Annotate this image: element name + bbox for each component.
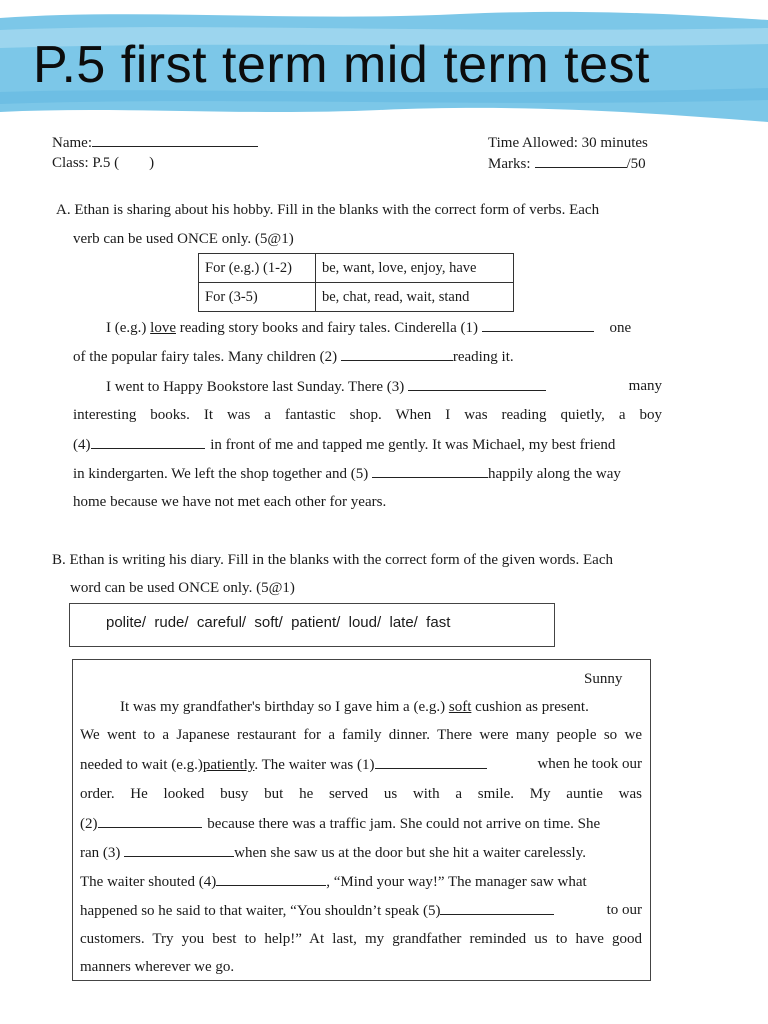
class-close: ) (149, 155, 155, 171)
text: happened so he said to that waiter, “You shouldn’t speak (5) (80, 903, 441, 919)
text: I (e.g.) (106, 320, 147, 336)
diary-line-4: order. He looked busy but he served us with a smile. My auntie was (80, 786, 642, 802)
table-cell-words: be, want, love, enjoy, have (316, 254, 514, 283)
blank-2[interactable] (341, 346, 453, 361)
blank-3[interactable] (408, 376, 546, 391)
text: to our (606, 902, 642, 918)
word-bank-box (69, 603, 555, 647)
diary-line-10: manners wherever we go. (80, 959, 235, 975)
blank-5[interactable] (372, 463, 488, 478)
title-banner (0, 0, 768, 130)
text: cushion as present. (475, 699, 589, 715)
time-allowed: Time Allowed: 30 minutes (488, 135, 648, 151)
passage-a-line-1 (106, 317, 631, 338)
section-b-instruction-1: B. Ethan is writing his diary. Fill in the blanks with the correct form of the given words. Each (52, 552, 613, 568)
section-a-instruction-1: A. Ethan is sharing about his hobby. Fill in the blanks with the correct form of verbs. Each (56, 202, 600, 218)
class-label: Class: P.5 ( (52, 155, 120, 171)
text: (2) (80, 816, 98, 832)
class-line (52, 153, 154, 173)
text: happily along the way (487, 466, 621, 482)
diary-line-9: customers. Try you best to help!” At last, my grandfather reminded us to have good (80, 931, 642, 947)
table-cell-label: For (3-5) (199, 283, 316, 312)
text: reading it. (452, 349, 514, 365)
text: (4) (73, 437, 91, 453)
blank-1[interactable] (482, 317, 594, 332)
table-row (199, 283, 514, 312)
diary-line-1 (120, 697, 589, 717)
marks-blank[interactable] (535, 153, 627, 168)
section-a-instruction-2: verb can be used ONCE only. (5@1) (73, 231, 294, 247)
text: The waiter shouted (4) (80, 874, 217, 890)
text: when she saw us at the door but she hit a waiter carelessly. (234, 845, 586, 861)
diary-line-2: We went to a Japanese restaurant for a family dinner. There were many people so we (80, 727, 642, 743)
example-answer: love (150, 320, 176, 336)
text: many (628, 378, 662, 394)
passage-a-line-3 (106, 376, 662, 397)
diary-line-3 (80, 754, 642, 775)
name-line (52, 132, 258, 153)
table-row (199, 254, 514, 283)
text: I went to Happy Bookstore last Sunday. There (3) (106, 379, 405, 395)
text: needed to wait (e.g.) (80, 757, 203, 773)
diary-weather: Sunny (584, 671, 623, 687)
page-title: P.5 first term mid term test (33, 36, 650, 94)
text: because there was a traffic jam. She could not arrive on time. She (207, 816, 601, 832)
text: in kindergarten. We left the shop together and (5) (73, 466, 369, 482)
text: , “Mind your way!” The manager saw what (326, 874, 587, 890)
blank-2[interactable] (98, 813, 202, 828)
text: ran (3) (80, 845, 121, 861)
diary-line-7 (80, 871, 642, 892)
table-cell-words: be, chat, read, wait, stand (316, 283, 514, 312)
blank-4[interactable] (216, 871, 326, 886)
passage-a-line-7: home because we have not met each other for years. (73, 494, 387, 510)
example-answer: soft (448, 699, 472, 715)
marks-line (488, 153, 646, 174)
diary-line-5 (80, 813, 600, 834)
blank-1[interactable] (375, 754, 487, 769)
marks-label: Marks: (488, 156, 531, 172)
passage-a-line-6 (73, 463, 621, 484)
blank-4[interactable] (91, 434, 205, 449)
passage-a-line-4: interesting books. It was a fantastic shop. When I was reading quietly, a boy (73, 407, 662, 423)
text: when he took our (537, 756, 642, 772)
blank-3[interactable] (124, 842, 234, 857)
section-b-instruction-2: word can be used ONCE only. (5@1) (70, 580, 295, 596)
word-bank: polite/ rude/ careful/ soft/ patient/ loud/ late/ fast (106, 614, 451, 631)
text: . The waiter was (1) (254, 757, 375, 773)
text: one (609, 320, 632, 336)
verb-table (198, 253, 514, 312)
example-answer: patiently (202, 757, 255, 773)
name-label: Name: (52, 135, 92, 151)
table-cell-label: For (e.g.) (1-2) (199, 254, 316, 283)
name-blank[interactable] (92, 132, 258, 147)
marks-total: /50 (626, 156, 646, 172)
text: of the popular fairy tales. Many children (2) (73, 349, 338, 365)
passage-a-line-2 (73, 346, 514, 367)
text: reading story books and fairy tales. Cinderella (1) (179, 320, 478, 336)
diary-line-6 (80, 842, 586, 863)
blank-5[interactable] (440, 900, 554, 915)
passage-a-line-5 (73, 434, 615, 455)
text: in front of me and tapped me gently. It was Michael, my best friend (210, 437, 616, 453)
diary-line-8 (80, 900, 642, 921)
text: It was my grandfather's birthday so I gave him a (e.g.) (120, 699, 446, 715)
